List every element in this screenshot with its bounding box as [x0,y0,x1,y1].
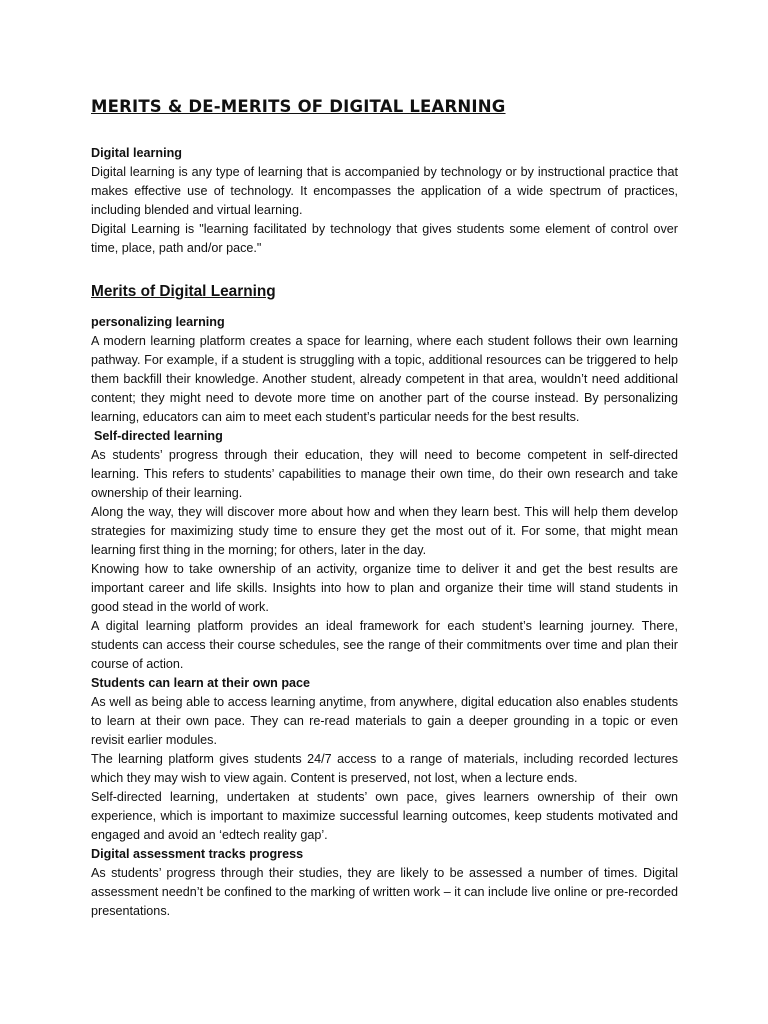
self-directed-paragraph: As students’ progress through their education, they will need to become competent in self-directed learning. This refers to students’ capabilities to manage their own time, do their own research and take ownership of their learning. [91,448,678,500]
self-directed-paragraph: Knowing how to take ownership of an activity, organize time to deliver it and get the best results are important career and life skills. Insights into how to plan and organize their time will stand students in good stead in the world of work. [91,562,678,614]
own-pace-heading: Students can learn at their own pace [91,676,311,690]
own-pace-paragraph: As well as being able to access learning anytime, from anywhere, digital education also enables students to learn at their own pace. They can re-read materials to gain a deeper grounding in a topic or even revisit earlier modules. [91,695,678,747]
self-directed-paragraph: Along the way, they will discover more about how and when they learn best. This will help them develop strategies for maximizing study time to ensure they get the most out of it. For some, that might mean learning first thing in the morning; for others, later in the day. [91,505,678,557]
own-pace-paragraph: The learning platform gives students 24/7 access to a range of materials, including recorded lectures which they may wish to view again. Content is preserved, not lost, when a lecture ends. [91,752,678,785]
self-directed-heading: Self-directed learning [94,429,223,443]
assessment-heading: Digital assessment tracks progress [91,847,304,861]
personalizing-heading: personalizing learning [91,315,225,329]
intro-paragraph: Digital Learning is "learning facilitated by technology that gives students some element of control over time, place, path and/or pace." [91,222,678,255]
self-directed-paragraph: A digital learning platform provides an ideal framework for each student’s learning journey. There, students can access their course schedules, see the range of their commitments over time and plan their course of action. [91,619,678,671]
document-title: MERITS & DE-MERITS OF DIGITAL LEARNING [91,97,506,116]
merits-heading: Merits of Digital Learning [91,283,276,300]
own-pace-paragraph: Self-directed learning, undertaken at students’ own pace, gives learners ownership of their own experience, which is important to maximize successful learning outcomes, keep students motivated and engaged and avoid an ‘edtech reality gap’. [91,790,678,842]
intro-paragraph: Digital learning is any type of learning that is accompanied by technology or by instructional practice that makes effective use of technology. It encompasses the application of a wide spectrum of practices, including blended and virtual learning. [91,165,678,217]
intro-heading: Digital learning [91,146,182,160]
assessment-paragraph: As students’ progress through their studies, they are likely to be assessed a number of times. Digital assessment needn’t be confined to the marking of written work – it can include live online or pre-recorded presentations. [91,866,678,918]
personalizing-paragraph: A modern learning platform creates a space for learning, where each student follows their own learning pathway. For example, if a student is struggling with a topic, additional resources can be triggered to help them backfill their knowledge. Another student, already competent in that area, wouldn’t need additional content; they might need to devote more time on another part of the course instead. By personalizing learning, educators can aim to meet each student’s particular needs for the best results. [91,334,678,424]
document-body [91,92,678,921]
